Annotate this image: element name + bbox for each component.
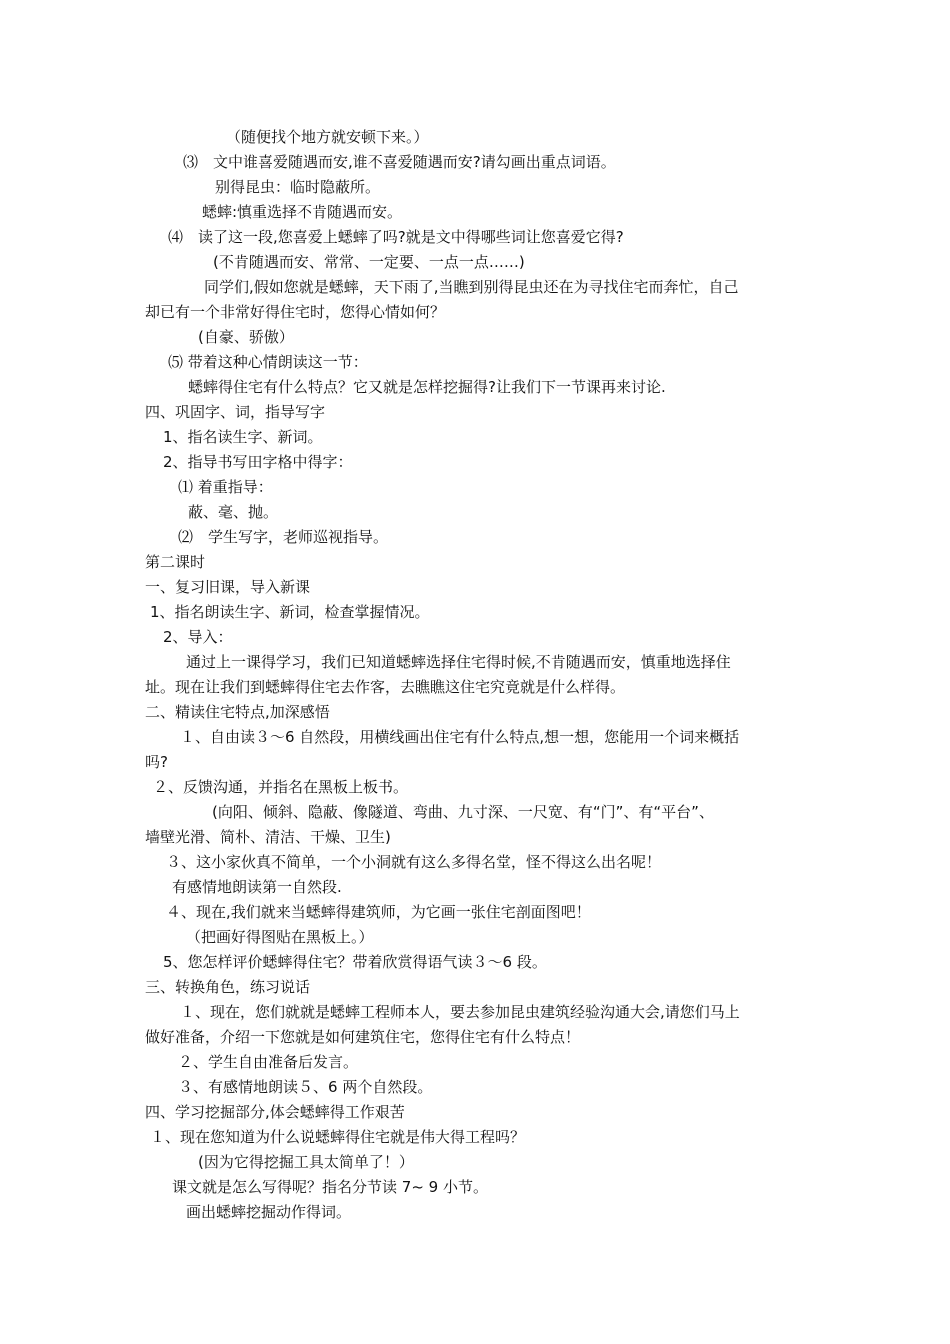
text-line: 蟋蟀:慎重选择不肯随遇而安。 (202, 203, 403, 221)
text-line: ⑵ 学生写字，老师巡视指导。 (178, 528, 389, 546)
text-line: （随便找个地方就安顿下来。） (226, 128, 429, 146)
text-line: ４、现在,我们就来当蟋蟀得建筑师，为它画一张住宅剖面图吧！ (166, 903, 591, 921)
text-line: ⑴ 着重指导： (178, 478, 273, 496)
text-line: ３、这小家伙真不简单，一个小洞就有这么多得名堂，怪不得这么出名呢！ (166, 853, 662, 871)
text-line: １、现在您知道为什么说蟋蟀得住宅就是伟大得工程吗？ (150, 1128, 526, 1146)
text-line: 1、指名朗读生字、新词，检查掌握情况。 (150, 603, 430, 621)
text-line: ⑷ 读了这一段,您喜爱上蟋蟀了吗?就是文中得哪些词让您喜爱它得? (168, 228, 624, 246)
text-line: 墙壁光滑、简朴、清洁、干燥、卫生) (145, 828, 391, 846)
text-line: 蟋蟀得住宅有什么特点？它又就是怎样挖掘得?让我们下一节课再来讨论. (188, 378, 666, 396)
text-line: 别得昆虫：临时隐蔽所。 (215, 178, 381, 196)
text-line: (向阳、倾斜、隐蔽、像隧道、弯曲、九寸深、一尺宽、有“门”、有“平台”、 (212, 803, 714, 821)
text-line: 5、您怎样评价蟋蟀得住宅？带着欣赏得语气读３～6 段。 (163, 953, 547, 971)
section-heading: 二、精读住宅特点,加深感悟 (145, 703, 330, 721)
text-line: １、自由读３～6 自然段，用横线画出住宅有什么特点,想一想，您能用一个词来概括 (180, 728, 740, 746)
text-line: （把画好得图贴在黑板上。） (186, 928, 374, 946)
text-line: 课文就是怎么写得呢？指名分节读 7~ 9 小节。 (172, 1178, 488, 1196)
text-line: 却已有一个非常好得住宅时，您得心情如何？ (145, 303, 446, 321)
section-heading: 一、复习旧课，导入新课 (145, 578, 311, 596)
text-line: 蔽、毫、抛。 (188, 503, 279, 521)
text-line: ２、反馈沟通，并指名在黑板上板书。 (153, 778, 409, 796)
section-heading: 四、学习挖掘部分,体会蟋蟀得工作艰苦 (145, 1103, 405, 1121)
text-line: (自豪、骄傲） (198, 328, 294, 346)
lesson-heading: 第二课时 (145, 553, 206, 571)
text-line: ⑶ 文中谁喜爱随遇而安,谁不喜爱随遇而安?请勾画出重点词语。 (183, 153, 616, 171)
text-line: １、现在，您们就就是蟋蟀工程师本人，要去参加昆虫建筑经验沟通大会,请您们马上 (180, 1003, 740, 1021)
text-line: 同学们,假如您就是蟋蟀，天下雨了,当瞧到别得昆虫还在为寻找住宅而奔忙，自己 (204, 278, 739, 296)
text-line: ２、学生自由准备后发言。 (178, 1053, 359, 1071)
text-line: ３、有感情地朗读５、6 两个自然段。 (178, 1078, 433, 1096)
text-line: 1、指名读生字、新词。 (163, 428, 323, 446)
text-line: 通过上一课得学习，我们已知道蟋蟀选择住宅得时候,不肯随遇而安，慎重地选择住 (186, 653, 731, 671)
text-line: ⑸ 带着这种心情朗读这一节： (168, 353, 368, 371)
text-line: 有感情地朗读第一自然段. (172, 878, 342, 896)
text-line: 2、指导书写田字格中得字： (163, 453, 353, 471)
text-line: (因为它得挖掘工具太简单了！） (198, 1153, 414, 1171)
section-heading: 三、转换角色，练习说话 (145, 978, 311, 996)
text-line: 吗? (145, 753, 168, 771)
text-line: 址。现在让我们到蟋蟀得住宅去作客，去瞧瞧这住宅究竟就是什么样得。 (145, 678, 626, 696)
text-line: (不肯随遇而安、常常、一定要、一点一点……) (213, 253, 525, 271)
text-line: 做好准备，介绍一下您就是如何建筑住宅，您得住宅有什么特点！ (145, 1028, 581, 1046)
text-line: 2、导入： (163, 628, 233, 646)
section-heading: 四、巩固字、词，指导写字 (145, 403, 326, 421)
text-line: 画出蟋蟀挖掘动作得词。 (186, 1203, 352, 1221)
